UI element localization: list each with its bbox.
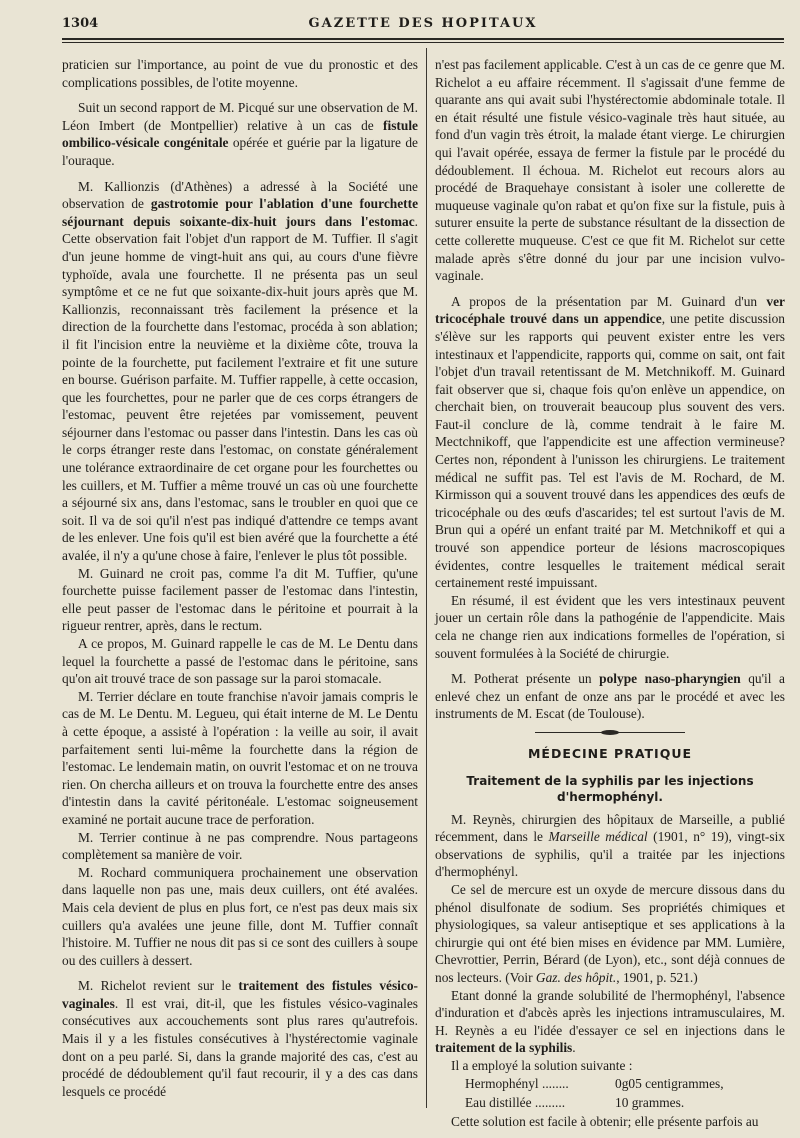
text: . Il est vrai, dit-il, que les fistules vésico-vaginales consécutives aux accouchements sont plus rares qu'autrefois. Mais il y a les fistules consécutives à l'hystérectomie vaginale dont on a peu parlé. Si, dans la grande majorité des cas, c'est au procédé de dédoublement qu'il faut recourir, il y a des cas dans lesquels ce procédé (62, 995, 418, 1099)
paragraph (435, 881, 785, 987)
header-rule-thin (62, 42, 784, 43)
left-column (62, 56, 418, 1116)
formula-line (435, 1094, 785, 1112)
paragraph: praticien sur l'importance, au point de vue du pronostic et des complications possibles, de l'otite moyenne. (62, 57, 418, 90)
page-header (62, 14, 784, 36)
text: M. Kallionzis (d'Athènes) a adressé à la Société une observation de (62, 178, 418, 212)
paragraph: A ce propos, M. Guinard rappelle le cas de M. Le Dentu dans lequel la fourchette a passé de l'estomac dans le péritoine, sans qu'on ait trouvé trace de son passage sur la paroi stomacale. (62, 636, 418, 687)
paragraph (62, 977, 418, 1100)
paragraph: M. Rochard communiquera prochainement une observation dans laquelle non pas une, mais deux cuillers, ont été avalées. Mais cela devient de plus en plus fort, ce n'est pas deux mais six cuillers qu'a avalées une jeune fille, dont M. Tuffier connaît l'histoire. M. Tuffier ne nous dit pas si ce sont des cuillers à soupe ou des cuillers à dessert. (62, 864, 418, 968)
italic-text: Marseille médical (548, 829, 648, 845)
text: M. Reynès, chirurgien des hôpitaux de Marseille, a publié récemment, dans le (435, 811, 785, 845)
article-title (435, 773, 785, 805)
paragraph: M. Terrier continue à ne pas comprendre. Nous partageons complètement sa manière de voir. (62, 829, 418, 863)
section-separator (535, 732, 685, 733)
paragraph: Il a employé la solution suivante : (451, 1057, 633, 1073)
bold-text: ver tricocéphale trouvé dans un appendice (435, 293, 785, 327)
bold-text: polype naso-pharyngien (599, 671, 741, 687)
formula-line (435, 1075, 785, 1093)
paragraph (435, 293, 785, 592)
article-title-line: d'hermophényl. (557, 789, 663, 804)
running-title: GAZETTE DES HOPITAUX (308, 16, 538, 31)
text: . Cette observation fait l'objet d'un rapport de M. Tuffier. Il s'agit d'un jeune homme de vingt-huit ans qui, au cours d'une fièvre typhoïde, avala une fourchette. Il ne présenta pas un seul symptôme et ce ne fut que soixante-dix-huit jours après que M. Kallionzis, reconnaissant très facilement la présence et la direction de la fourchette dans l'estomac, procéda à son ablation; il fit l'incision entre la neuvième et la dixième côte, trouva la pointe de la fourchette, put facilement l'extraire et fit une suture en bourse. Guérison parfaite. M. Tuffier rappelle, à cette occasion, que les fourchettes, pour ne parler que de ces corps étrangers de l'estomac, peuvent être rejetées par vomissement, peuvent séjourner dans l'estomac ou passer dans l'intestin. Dans les cas où le corps étranger reste dans l'estomac, on constate généralement une tolérance extraordinaire de cet organe pour les fourchettes ou les cuillers, et M. Tuffier a même trouvé un cas où une fourchette a séjourné six ans, dans l'estomac, sans le troubler en quoi que ce soit. Il va de soi qu'il n'est pas indiqué d'attendre ce temps avant de les enlever. Une fois qu'il est bien avéré que la fourchette a été avalée, il n'y a qu'une chose à faire, l'enlever le plus tôt possible. (62, 213, 418, 564)
formula-label: Hermophényl ........ (465, 1076, 569, 1092)
text: , une petite discussion s'élève sur les rapports qui peuvent exister entre les vers intestinaux et l'appendicite, rapports qui, comme on sait, ont fait l'objet d'un travail retentissant de M. Metchnikoff. M. Guinard fait observer que si, chaque fois qu'on enlève un appendice, on cherchait bien, on trouverait beaucoup plus souvent des vers. Faut-il conclure de là, comme tendrait à le faire M. Mectchnikoff, que l'appendicite est une affection vermineuse? Certes non, répondent à l'unisson les chirurgiens. Le traitement médical ne suffit pas. Tel est l'avis de M. Rochard, de M. Kirmisson qui a souvent trouvé dans les appendices des œufs de tricocéphale ou des œufs d'ascarides; tel est surtout l'avis de M. Brun qui a opéré un enfant traité par M. Metchnikoff et qui a trouvé son appendice porteur de lésions macroscopiques évidentes, contre lesquelles le traitement médical serait certainement resté impuissant. (435, 311, 785, 591)
page-number: 1304 (62, 16, 99, 31)
column-divider (426, 48, 427, 1108)
paragraph: M. Terrier déclare en toute franchise n'avoir jamais compris le cas de M. Le Dentu. M. Legueu, qui était interne de M. Le Dentu à cette époque, a assisté à l'opération : la veille au soir, il avait parfaitement senti lui-même la fourchette dans la région de l'estomac. Le lendemain matin, on ouvrit l'estomac et on ne trouva rien. On chercha ailleurs et on trouva la fourchette entre des anses d'intestin dans la cavité péritonéale. L'estomac soigneusement examiné ne portait aucune trace de perforation. (62, 688, 418, 827)
text: opérée et guérie par la ligature de l'ouraque. (62, 135, 418, 168)
text: M. Potherat présente un (451, 671, 600, 687)
paragraph (435, 811, 785, 881)
paragraph (62, 178, 418, 565)
section-heading: MÉDECINE PRATIQUE (527, 745, 693, 761)
text: Suit un second rapport de M. Picqué sur une observation de M. Léon Imbert (de Montpellier) relative à un cas de (62, 100, 418, 133)
text: . (572, 1040, 576, 1056)
paragraph (435, 987, 785, 1057)
formula-value: 10 grammes. (615, 1095, 685, 1111)
paragraph: En résumé, il est évident que les vers intestinaux peuvent jouer un certain rôle dans la pathogénie de l'appendicite. Mais cela ne change rien aux indications formelles de l'opération, si souvent formulées à la Société de chirurgie. (435, 592, 785, 661)
bold-text: fistule ombilico-vésicale congénitale (62, 117, 418, 151)
paragraph: M. Guinard ne croit pas, comme l'a dit M. Tuffier, qu'une fourchette puisse facilement passer de l'estomac dans l'intestin, elle peut passer de l'estomac dans le péritoine et pourrait à la rigueur rentrer, après, dans le rectum. (62, 565, 418, 634)
formula-value: 0g05 centigrammes, (615, 1076, 724, 1092)
bold-text: traitement des fistules vésico-vaginales (62, 978, 418, 1011)
text: Etant donné la grande solubilité de l'hermophényl, l'absence d'induration et d'abcès après les injections intramusculaires, M. H. Reynès a eu l'idée d'essayer ce sel en injections dans le (435, 987, 785, 1038)
text: M. Richelot revient sur le (78, 978, 239, 994)
text: (1901, n° 19), vingt-six observations de syphilis, qu'il a traitée par les injections d'hermophényl. (435, 829, 785, 880)
paragraph: Cette solution est facile à obtenir; elle présente parfois au (451, 1113, 759, 1129)
text: qu'il a enlevé chez un enfant de onze ans par le procédé et avec les instruments de M. Escat (de Toulouse). (435, 671, 785, 722)
text: , 1901, p. 521.) (616, 969, 698, 985)
paragraph (62, 99, 418, 169)
paragraph: n'est pas facilement applicable. C'est à un cas de ce genre que M. Richelot a eu affaire récemment. Il s'agissait d'une femme de quarante ans qui avait subi l'hystérectomie abdominale totale. Il en était résulté une fistule vésico-vaginale très haut située, au fond d'un vagin très étroit, la malade étant vierge. Le chirurgien qui l'avait opérée, essaya de fermer la fistule par le procédé du dédoublement. Il échoua. M. Richelot eut recours alors au procédé de Braquehaye consistant à isoler une collerette de muqueuse vaginale qu'on rabat et qu'on fixe sur la fistule, puis à suturer ensuite la perte de substance résultant de la dissection de cette collerette muqueuse. C'est ce que fit M. Richelot sur cette malade après s'être donné du jour par une incision vulvo-vaginale. (435, 57, 785, 284)
text: A propos de la présentation par M. Guinard d'un (451, 293, 767, 309)
bold-text: gastrotomie pour l'ablation d'une fourchette séjournant depuis soixante-dix-huit jours dans l'estomac (62, 196, 419, 229)
article-title-line: Traitement de la syphilis par les injections (466, 773, 754, 788)
bold-text: traitement de la syphilis (435, 1040, 573, 1056)
right-column (435, 56, 785, 1129)
header-rule (62, 38, 784, 40)
text: Ce sel de mercure est un oxyde de mercure dissous dans du phénol disulfonate de sodium. Ses propriétés chimiques et physiologiques, sa valeur antiseptique et ses applications à la chirurgie qui ont été bien mises en évidence par MM. Lumière, Chevrottier, Perrin, Bérard (de Lyon), etc., sont déjà connues de nos lecteurs. (Voir (435, 881, 785, 985)
paragraph (435, 670, 785, 723)
italic-text: Gaz. des hôpit. (535, 969, 617, 985)
formula-label: Eau distillée ......... (465, 1095, 566, 1111)
